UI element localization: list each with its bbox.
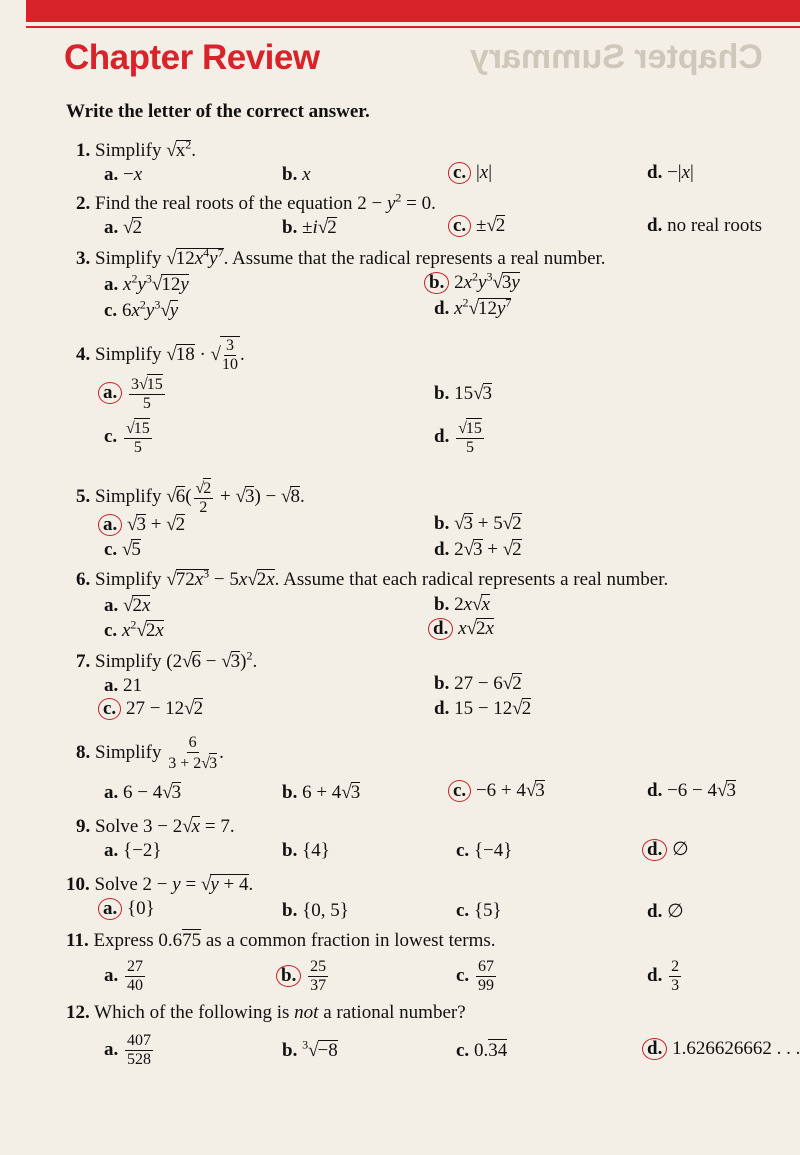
q6-option-b[interactable]: b. 2x√x bbox=[434, 594, 490, 615]
q8-option-c[interactable]: c. −6 + 4√3 bbox=[448, 780, 545, 802]
answer-circle: a. bbox=[98, 898, 122, 920]
q5-option-c[interactable]: c. √5 bbox=[104, 539, 141, 560]
answer-circle: c. bbox=[448, 162, 471, 184]
question-4: 4. Simplify √18 · √ $\frac{3}{10}$ . bbox=[76, 337, 245, 373]
q4-option-c[interactable]: c. $\frac{√15}{5}$ bbox=[104, 420, 150, 456]
bleed-through-title: Chapter Summary bbox=[470, 38, 763, 76]
q6-option-d[interactable]: d. x√2x bbox=[428, 618, 494, 640]
q10-option-c[interactable]: c. {5} bbox=[456, 900, 502, 921]
q9-option-a[interactable]: a. {−2} bbox=[104, 840, 162, 861]
q6-option-a[interactable]: a. √2x bbox=[104, 595, 151, 616]
answer-circle: b. bbox=[424, 272, 449, 294]
question-10: 10. Solve 2 − y = √y + 4. bbox=[66, 874, 254, 895]
q3-option-c[interactable]: c. $6x^2y^3√y$ bbox=[104, 297, 179, 321]
answer-circle: a. bbox=[98, 382, 122, 404]
q3-option-b[interactable]: b. $2x^2y^3√3y$ bbox=[424, 272, 520, 294]
question-6: 6. Simplify $√72x^3 - 5x√2x$. Assume that each radical represents a real number. bbox=[76, 566, 669, 590]
question-9: 9. Solve 3 − 2√x = 7. bbox=[76, 816, 235, 837]
q11-option-c[interactable]: c. $\frac{67}{99}$ bbox=[456, 958, 494, 994]
question-7: 7. Simplify $(2√6 - √3)^2$. bbox=[76, 648, 258, 672]
q10-option-b[interactable]: b. {0, 5} bbox=[282, 900, 349, 921]
q4-option-b[interactable]: b. 15√3 bbox=[434, 383, 493, 404]
answer-circle: c. bbox=[448, 215, 471, 237]
answer-circle: d. bbox=[642, 1038, 667, 1060]
q11-option-d[interactable]: d. $\frac{2}{3}$ bbox=[647, 958, 680, 994]
question-12: 12. Which of the following is not a rational number? bbox=[66, 1002, 466, 1023]
q2-option-a[interactable]: a. √2 bbox=[104, 217, 142, 238]
answer-circle: a. bbox=[98, 514, 122, 536]
top-red-bar bbox=[26, 0, 800, 22]
answer-circle: b. bbox=[276, 965, 301, 987]
q1-option-c[interactable]: c. |x| bbox=[448, 162, 492, 184]
answer-circle: c. bbox=[448, 780, 471, 802]
q3-option-a[interactable]: a. $x^2y^3√12y$ bbox=[104, 271, 189, 295]
q5-option-a[interactable]: a. √3 + √2 bbox=[98, 514, 185, 536]
q5-option-b[interactable]: b. √3 + 5√2 bbox=[434, 513, 522, 534]
q2-option-c[interactable]: c. ±√2 bbox=[448, 215, 505, 237]
q6-option-c[interactable]: c. $x^2√2x$ bbox=[104, 617, 164, 641]
question-8: 8. Simplify $\frac{6}{3 + 2√3}$ . bbox=[76, 734, 224, 772]
question-text: Simplify $√x^2$. bbox=[95, 137, 196, 161]
q3-option-d[interactable]: d. $x^2√12y^7$ bbox=[434, 295, 512, 319]
q8-option-b[interactable]: b. 6 + 4√3 bbox=[282, 782, 361, 803]
q9-option-d[interactable]: d. ∅ bbox=[642, 838, 689, 861]
q4-option-a[interactable]: a. $\frac{3√15}{5}$ bbox=[98, 374, 167, 413]
q1-option-b[interactable]: b. x bbox=[282, 164, 311, 185]
top-red-rule bbox=[26, 26, 800, 28]
q7-option-c[interactable]: c. 27 − 12√2 bbox=[98, 698, 203, 720]
q7-option-b[interactable]: b. 27 − 6√2 bbox=[434, 673, 522, 694]
answer-circle: d. bbox=[428, 618, 453, 640]
question-3: 3. Simplify $√12x^4y^7$. Assume that the radical represents a real number. bbox=[76, 245, 606, 269]
q11-option-a[interactable]: a. $\frac{27}{40}$ bbox=[104, 958, 143, 994]
q12-option-a[interactable]: a. $\frac{407}{528}$ bbox=[104, 1032, 151, 1068]
question-number: 1. bbox=[76, 140, 91, 161]
q1-option-a[interactable]: a. −x bbox=[104, 164, 143, 185]
q10-option-a[interactable]: a. {0} bbox=[98, 898, 155, 920]
q1-option-d[interactable]: d. −|x| bbox=[647, 162, 694, 183]
answer-circle: c. bbox=[98, 698, 121, 720]
instructions: Write the letter of the correct answer. bbox=[66, 101, 370, 122]
q9-option-c[interactable]: c. {−4} bbox=[456, 840, 513, 861]
answer-circle: d. bbox=[642, 839, 667, 861]
q10-option-d[interactable]: d. ∅ bbox=[647, 901, 684, 922]
q12-option-b[interactable]: b. $^3$√−8 bbox=[282, 1037, 338, 1061]
q9-option-b[interactable]: b. {4} bbox=[282, 840, 330, 861]
page-title: Chapter Review bbox=[64, 38, 320, 77]
q7-option-a[interactable]: a. 21 bbox=[104, 675, 142, 696]
q2-option-b[interactable]: b. ±i√2 bbox=[282, 217, 337, 238]
question-11: 11. Express 0.675 as a common fraction in lowest terms. bbox=[66, 930, 496, 951]
q5-option-d[interactable]: d. 2√3 + √2 bbox=[434, 539, 522, 560]
question-5: 5. Simplify √6( $\frac{√2}{2}$ + √3) − √8. bbox=[76, 480, 305, 516]
q8-option-a[interactable]: a. 6 − 4√3 bbox=[104, 782, 182, 803]
q4-option-d[interactable]: d. $\frac{√15}{5}$ bbox=[434, 420, 482, 456]
q12-option-d[interactable]: d. 1.626626662 . . . bbox=[642, 1038, 800, 1060]
question-1 bbox=[76, 137, 196, 162]
q11-option-b[interactable]: b. $\frac{25}{37}$ bbox=[276, 958, 330, 995]
q2-option-d[interactable]: d. no real roots bbox=[647, 215, 763, 236]
q7-option-d[interactable]: d. 15 − 12√2 bbox=[434, 698, 532, 719]
q8-option-d[interactable]: d. −6 − 4√3 bbox=[647, 780, 736, 801]
q12-option-c[interactable]: c. 0.34 bbox=[456, 1040, 508, 1061]
question-2: 2. Find the real roots of the equation $2 - y^2 = 0$. bbox=[76, 190, 436, 214]
